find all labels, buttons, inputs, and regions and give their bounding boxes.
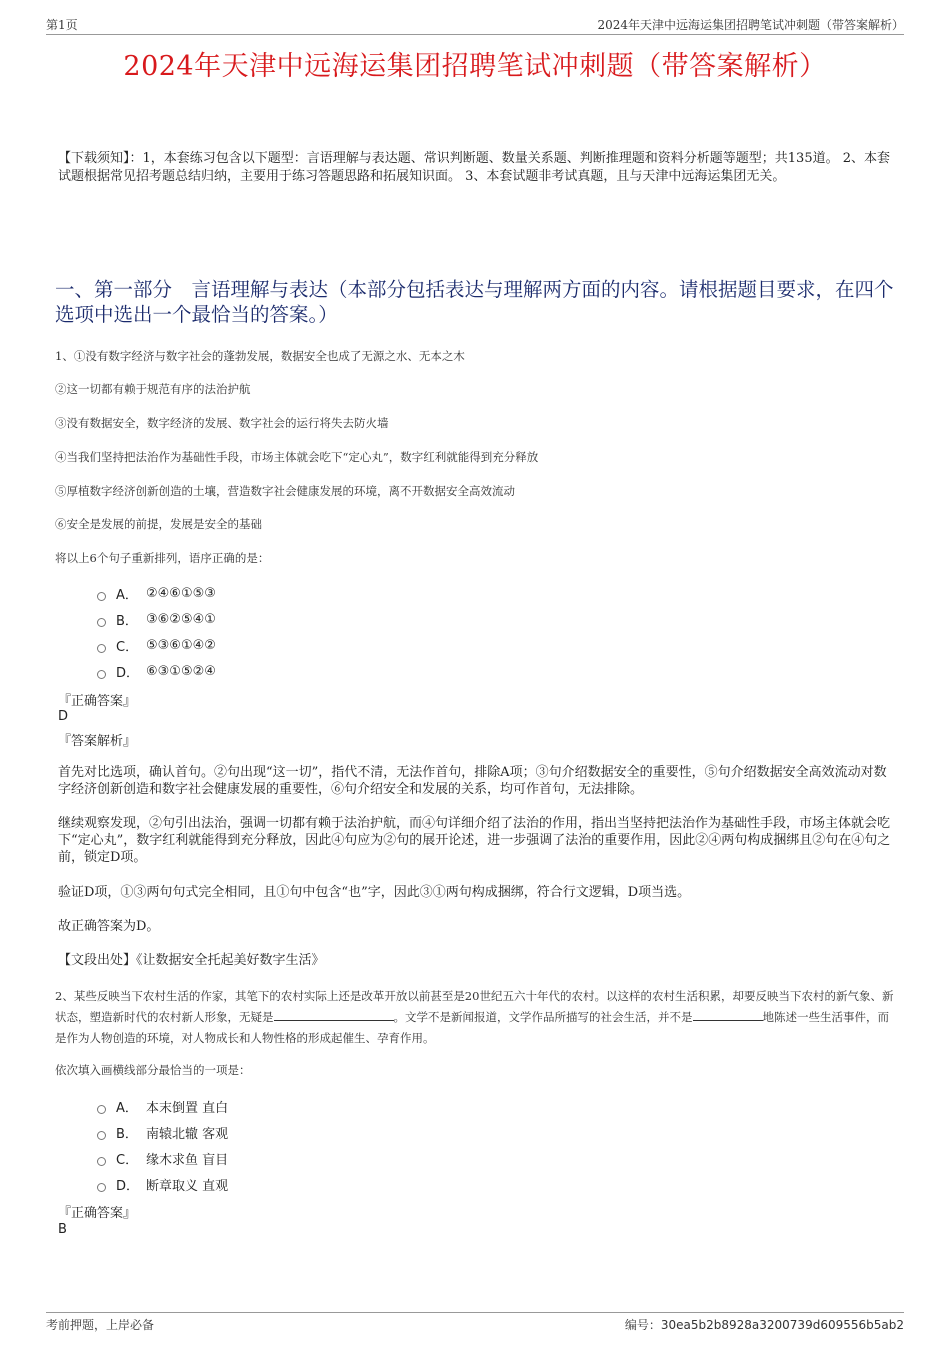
option-letter: B． (116, 614, 138, 629)
option-letter: C． (116, 1153, 139, 1168)
download-notice: 【下载须知】：1，本套练习包含以下题型：言语理解与表达题、常识判断题、数量关系题、判断推理题和资料分析题等题型；共135道。 2、本套试题根据常见招考题总结归纳，主要用于练习答题思路和拓展知识面。 3、本套试题非考试真题，且与天津中远海运集团无关。 (58, 151, 890, 184)
radio-icon[interactable] (97, 644, 106, 653)
footer-code (625, 1316, 904, 1333)
option-letter: B． (116, 1127, 138, 1142)
q1-answer: D (58, 709, 69, 724)
fill-blank (274, 1010, 394, 1021)
q2-stem-part: 2、某些反映当下农村生活的作家，其笔下的农村实际上还是改革开放以前甚至是20世纪五六十年代的农村。以这样的农村生活积累，却要反映当下农村的新气象、新状态，塑造新时代的农村新人形象，无疑是 (55, 989, 894, 1024)
document-title: 2024年天津中远海运集团招聘笔试冲刺题（带答案解析） (123, 51, 827, 82)
section-heading: 一、第一部分 言语理解与表达（本部分包括表达与理解两方面的内容。请根据题目要求，在四个选项中选出一个最恰当的答案。） (55, 278, 894, 326)
q1-option-c[interactable] (97, 636, 216, 655)
q1-analysis-paragraph: 故正确答案为D。 (58, 919, 160, 934)
q1-stem-line: ③没有数据安全，数字经济的发展、数字社会的运行将失去防火墙 (55, 416, 389, 430)
q1-stem-line: ⑤厚植数字经济创新创造的土壤，营造数字社会健康发展的环境，离不开数据安全高效流动 (55, 484, 515, 498)
radio-icon[interactable] (97, 1183, 106, 1192)
radio-icon[interactable] (97, 618, 106, 627)
option-letter: A． (116, 1101, 138, 1116)
q1-prompt: 将以上6个句子重新排列，语序正确的是： (55, 551, 270, 565)
header-doc-title: 2024年天津中远海运集团招聘笔试冲刺题（带答案解析） (597, 18, 904, 32)
option-letter: D． (116, 666, 140, 681)
page-number: 第1页 (46, 18, 78, 32)
q2-answer-label: 『正确答案』 (58, 1206, 137, 1221)
option-text: 断章取义 直观 (146, 1179, 229, 1194)
q2-option-b[interactable] (97, 1123, 228, 1142)
radio-icon[interactable] (97, 592, 106, 601)
page-footer (46, 1312, 904, 1333)
q1-option-b[interactable] (97, 610, 216, 629)
q1-analysis-label: 『答案解析』 (58, 734, 137, 749)
footer-slogan: 考前押题，上岸必备 (46, 1318, 155, 1332)
radio-icon[interactable] (97, 670, 106, 679)
q1-stem-line: ②这一切都有赖于规范有序的法治护航 (55, 382, 251, 396)
q1-analysis-paragraph: 首先对比选项，确认首句。②句出现“这一切”，指代不清，无法作首句，排除A项；③句介绍数据安全的重要性，⑤句介绍数据安全高效流动对数字经济创新创造和数字社会健康发展的重要性，⑥句介绍安全和发展的关系，均可作首句，无法排除。 (58, 765, 887, 797)
option-text: ②④⑥①⑤③ (146, 586, 216, 601)
option-text: 缘木求鱼 盲目 (146, 1153, 229, 1168)
q2-prompt: 依次填入画横线部分最恰当的一项是： (55, 1063, 251, 1077)
q2-stem-part: 。文学不是新闻报道，文学作品所描写的社会生活，并不是 (393, 1010, 693, 1024)
q1-option-d[interactable] (97, 662, 216, 681)
page-header (46, 14, 904, 35)
q1-answer-label: 『正确答案』 (58, 694, 137, 709)
option-letter: A． (116, 588, 138, 603)
q1-source: 【文段出处】《让数据安全托起美好数字生活》 (58, 953, 325, 968)
radio-icon[interactable] (97, 1105, 106, 1114)
option-letter: D． (116, 1179, 140, 1194)
q2-option-a[interactable] (97, 1097, 228, 1116)
option-text: ③⑥②⑤④① (146, 612, 216, 627)
q2-stem (55, 986, 894, 1049)
radio-icon[interactable] (97, 1157, 106, 1166)
option-letter: C． (116, 640, 139, 655)
q1-stem-line: 1、①没有数字经济与数字社会的蓬勃发展，数据安全也成了无源之水、无本之木 (55, 349, 465, 363)
q2-stem-part: 地陈述一些生活事件，而是作为人物创造的环境，对人物成长和人物性格的形成起催生、孕育作用。 (55, 1010, 889, 1045)
q2-answer: B (58, 1222, 67, 1237)
fill-blank (693, 1010, 763, 1021)
footer-code-value: 30ea5b2b8928a3200739d609556b5ab2 (660, 1318, 904, 1332)
q1-stem-line: ④当我们坚持把法治作为基础性手段，市场主体就会吃下“定心丸”，数字红利就能得到充分释放 (55, 450, 539, 464)
radio-icon[interactable] (97, 1131, 106, 1140)
option-text: ⑤③⑥①④② (146, 638, 216, 653)
q1-stem-line: ⑥安全是发展的前提，发展是安全的基础 (55, 517, 262, 531)
option-text: ⑥③①⑤②④ (146, 664, 216, 679)
option-text: 本末倒置 直白 (146, 1101, 229, 1116)
q2-option-d[interactable] (97, 1175, 228, 1194)
q1-option-a[interactable] (97, 584, 216, 603)
q2-option-c[interactable] (97, 1149, 228, 1168)
footer-code-label: 编号： (624, 1318, 661, 1332)
q1-analysis-paragraph: 继续观察发现，②句引出法治，强调一切都有赖于法治护航，而④句详细介绍了法治的作用，指出当坚持把法治作为基础性手段，市场主体就会吃下“定心丸”，数字红利就能得到充分释放，因此④句应为②句的展开论述，进一步强调了法治的重要作用，因此②④两句构成捆绑且②句在④句之前，锁定D项。 (58, 816, 891, 865)
option-text: 南辕北辙 客观 (146, 1127, 229, 1142)
q1-analysis-paragraph: 验证D项，①③两句句式完全相同，且①句中包含“也”字，因此③①两句构成捆绑，符合行文逻辑，D项当选。 (58, 885, 691, 900)
